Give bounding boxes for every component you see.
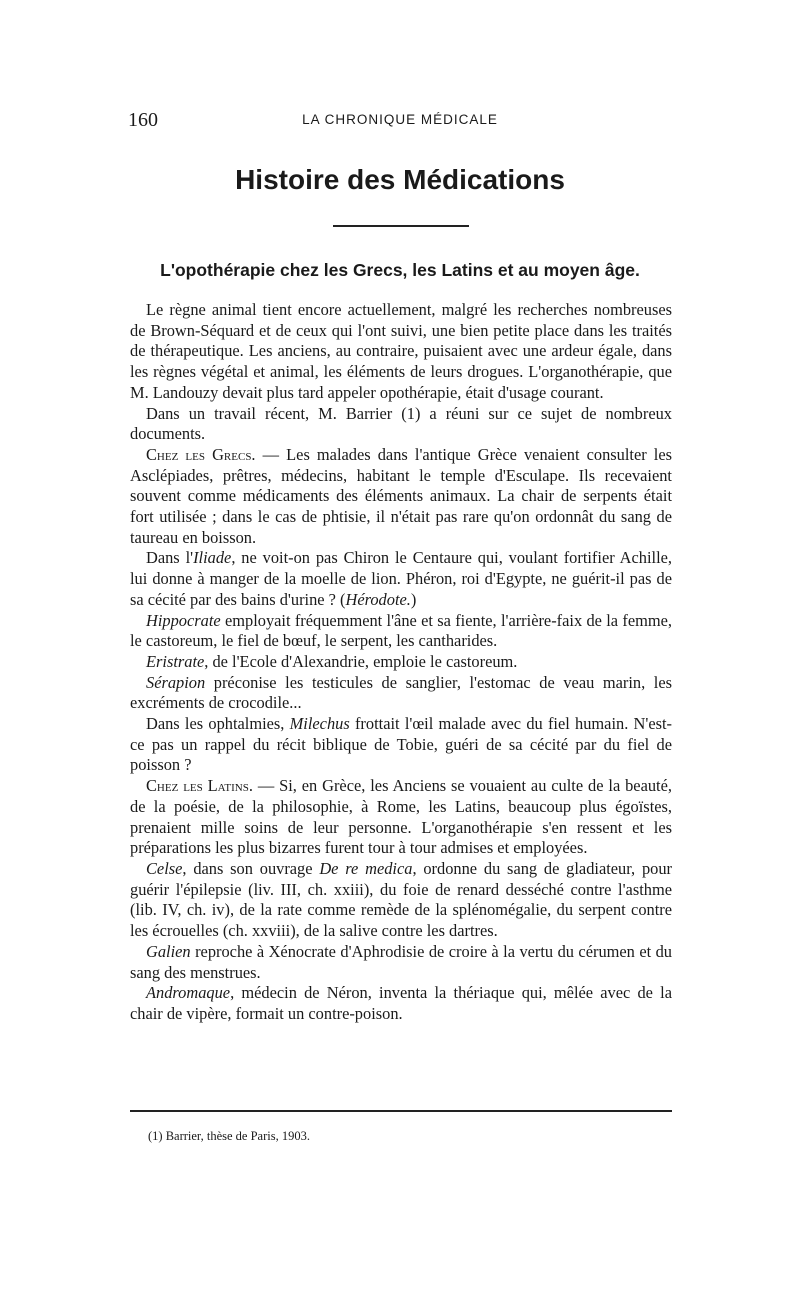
footnote-divider <box>130 1110 672 1112</box>
paragraph: Dans l'Iliade, ne voit-on pas Chiron le Centaure qui, voulant fortifier Achille, lui donne à manger de la moelle de lion. Phéron, roi d'Egypte, ne guérit-il pas de sa cécité par des bains d'urine ? (Hérodote.) <box>130 548 672 609</box>
paragraph: Le règne animal tient encore actuellement, malgré les recherches nombreuses de Brown-Séquard et de ceux qui l'ont suivi, une bien petite place dans les traités de thérapeutique. Les anciens, au contraire, puisaient avec une ardeur égale, dans les règnes végétal et animal, les éléments de leurs drogues. L'organothérapie, que M. Landouzy devait plus tard appeler opothérapie, était d'usage courant. <box>130 300 672 402</box>
paragraph: Andromaque, médecin de Néron, inventa la thériaque qui, mêlée avec de la chair de vipère, formait un contre-poison. <box>130 983 672 1023</box>
paragraph: Chez les Grecs. — Les malades dans l'antique Grèce venaient consulter les Asclépiades, prêtres, médecins, habitant le temple d'Esculape. Ils recevaient souvent comme médicaments des éléments animaux. La chair de serpents était fort utilisée ; dans le cas de phtisie, il n'était pas rare qu'on ordonnât du sang de taureau en boisson. <box>130 444 673 547</box>
article-subtitle: L'opothérapie chez les Grecs, les Latins et au moyen âge. <box>160 260 640 280</box>
running-head: LA CHRONIQUE MÉDICALE <box>302 112 498 127</box>
article-body <box>130 300 672 1025</box>
footnote: (1) Barrier, thèse de Paris, 1903. <box>148 1129 310 1143</box>
paragraph: Celse, dans son ouvrage De re medica, ordonne du sang de gladiateur, pour guérir l'épilepsie (liv. III, ch. xxiii), du foie de renard desséché contre l'asthme (lib. IV, ch. iv), de la rate comme remède de la splénomégalie, du serpent contre les écrouelles (ch. xxviii), de la salive contre les dartres. <box>130 858 673 941</box>
paragraph: Galien reproche à Xénocrate d'Aphrodisie de croire à la vertu du cérumen et du sang des menstrues. <box>130 941 672 982</box>
paragraph: Dans un travail récent, M. Barrier (1) a réuni sur ce sujet de nombreux documents. <box>130 403 672 444</box>
paragraph: Sérapion préconise les testicules de sanglier, l'estomac de veau marin, les excréments de crocodile... <box>130 672 672 713</box>
page-number: 160 <box>128 109 158 131</box>
paragraph: Dans les ophtalmies, Milechus frottait l'œil malade avec du fiel humain. N'est-ce pas un rappel du récit biblique de Tobie, guéri de sa cécité par du fiel de poisson ? <box>130 714 672 775</box>
paragraph: Chez les Latins. — Si, en Grèce, les Anciens se vouaient au culte de la beauté, de la poésie, de la philosophie, à Rome, les Latins, beaucoup plus égoïstes, prenaient mille soins de leur personne. L'organothérapie s'en ressent et les préparations les plus bizarres furent tour à tour admises et employées. <box>130 776 672 858</box>
section-heading-latins: Chez les Latins. <box>146 776 253 796</box>
title-divider <box>333 225 469 227</box>
page-header <box>128 108 672 132</box>
article-title: Histoire des Médications <box>235 164 565 195</box>
paragraph: Eristrate, de l'Ecole d'Alexandrie, emploie le castoreum. <box>146 651 518 671</box>
paragraph: Hippocrate employait fréquemment l'âne et sa fiente, l'arrière-faix de la femme, le castoreum, le fiel de bœuf, le serpent, les cantharides. <box>130 610 672 651</box>
section-heading-greeks: Chez les Grecs. <box>146 444 256 464</box>
